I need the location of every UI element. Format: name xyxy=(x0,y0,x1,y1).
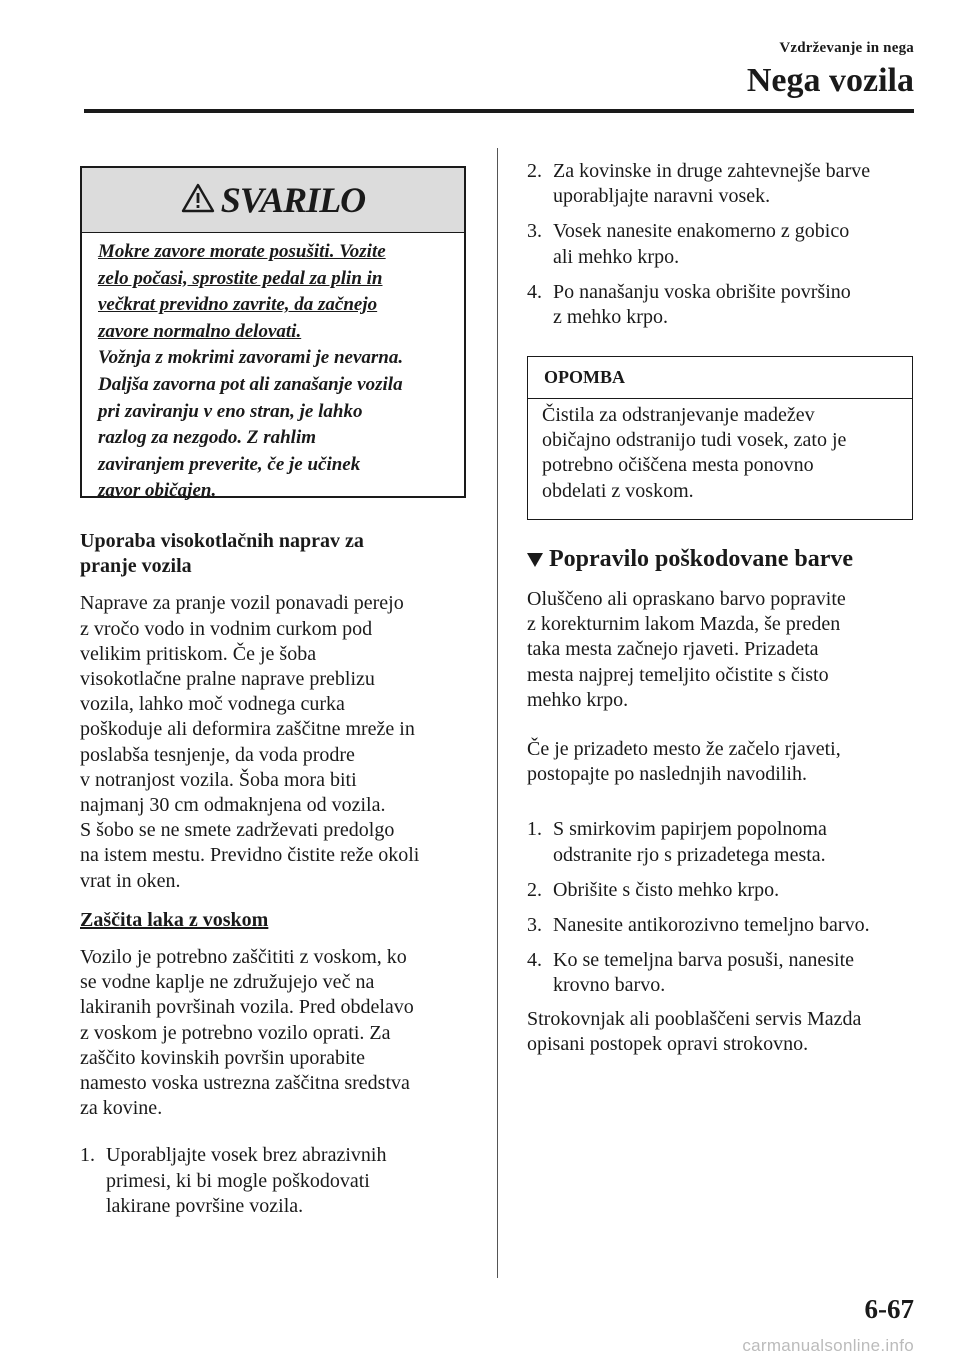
text-line: obdelati z voskom. xyxy=(542,479,694,502)
list-item xyxy=(527,817,917,867)
text-line: Po nanašanju voska obrišite površino xyxy=(553,280,851,303)
heading-wax-protection: Zaščita laka z voskom xyxy=(80,908,269,931)
note-text xyxy=(528,399,912,504)
text-line: Za kovinske in druge zahtevnejše barve xyxy=(553,160,871,182)
warning-line: Mokre zavore morate posušiti. Vozite xyxy=(98,241,386,262)
list-number: 1. xyxy=(527,818,542,841)
list-item xyxy=(80,1143,472,1219)
warning-box xyxy=(80,166,466,502)
text-line: krovno barvo. xyxy=(553,974,666,997)
text-line: primesi, ki bi mogle poškodovati xyxy=(106,1169,370,1192)
text-line: odstranite rjo s prizadetega mesta. xyxy=(553,843,826,866)
text-line: Vosek nanesite enakomerno z gobico xyxy=(553,220,850,243)
text-line: Uporabljajte vosek brez abrazivnih xyxy=(106,1144,387,1167)
warning-line: zavore normalno delovati. xyxy=(98,320,302,342)
warning-line: razlog za nezgodo. Z rahlim xyxy=(98,427,317,449)
text-line: Čistila za odstranjevanje madežev xyxy=(542,404,815,426)
text-line: vozila, lahko moč vodnega curka xyxy=(80,693,345,716)
list-number: 4. xyxy=(527,949,542,972)
warning-triangle-icon xyxy=(181,183,215,218)
text-line: taka mesta začnejo rjaveti. Prizadeta xyxy=(527,638,819,661)
text-line: S šobo se ne smete zadrževati predolgo xyxy=(80,819,395,842)
text-line: opisani postopek opravi strokovno. xyxy=(527,1032,809,1055)
warning-line: Vožnja z mokrimi zavorami je nevarna. xyxy=(98,347,404,369)
wax-steps-list xyxy=(80,1143,472,1219)
text-line: v notranjost vozila. Šoba mora biti xyxy=(80,768,357,791)
left-column xyxy=(80,529,472,1229)
list-number: 2. xyxy=(527,878,542,901)
text-line: najmanj 30 cm odmaknjena od vozila. xyxy=(80,794,386,817)
text-line: Strokovnjak ali pooblaščeni servis Mazda xyxy=(527,1007,862,1030)
warning-header xyxy=(82,168,464,233)
column-divider xyxy=(497,148,498,1278)
text-line: za kovine. xyxy=(80,1097,163,1120)
text-line: Naprave za pranje vozil ponavadi perejo xyxy=(80,592,404,615)
text-line: vrat in oken. xyxy=(80,869,181,892)
list-item xyxy=(527,913,917,938)
text-line: zaščito kovinskih površin uporabite xyxy=(80,1046,365,1069)
heading-high-pressure xyxy=(80,529,472,579)
list-number: 2. xyxy=(527,160,542,182)
text-line: z voskom je potrebno vozilo oprati. Za xyxy=(80,1021,391,1044)
wax-steps-list-continued xyxy=(527,159,917,330)
text-line: z korekturnim lakom Mazda, še preden xyxy=(527,613,841,636)
text-line: uporabljajte naravni vosek. xyxy=(553,185,771,208)
right-column-top xyxy=(527,159,917,340)
paragraph-paint-repair xyxy=(527,587,917,713)
warning-line: zelo počasi, sprostite pedal za plin in xyxy=(98,267,383,289)
header-rule xyxy=(84,109,914,113)
text-line: potrebno očiščena mesta ponovno xyxy=(542,454,814,477)
text-line: visokotlačne pralne naprave preblizu xyxy=(80,668,375,691)
paragraph-service xyxy=(527,1007,917,1057)
list-item xyxy=(527,948,917,998)
warning-text xyxy=(82,233,464,505)
text-line: Nanesite antikorozivno temeljno barvo. xyxy=(553,914,870,937)
list-item xyxy=(527,219,917,269)
paragraph-high-pressure xyxy=(80,591,472,893)
triangle-marker-icon xyxy=(527,553,543,567)
text-line: Vozilo je potrebno zaščititi z voskom, ko xyxy=(80,946,407,969)
right-column-bottom xyxy=(527,546,917,1057)
warning-title: SVARILO xyxy=(220,180,366,220)
text-line: postopajte po naslednjih navodilih. xyxy=(527,763,807,786)
text-line: poškoduje ali deformira zaščitne mreže in xyxy=(80,718,415,741)
text-line: lakiranih površinah vozila. Pred obdelavo xyxy=(80,996,414,1019)
warning-line: pri zaviranju v eno stran, je lahko xyxy=(98,400,363,422)
text-line: lakirane površine vozila. xyxy=(106,1194,304,1217)
list-item xyxy=(527,280,917,330)
section-heading-text: Popravilo poškodovane barve xyxy=(549,546,854,572)
paragraph-rust xyxy=(527,737,917,787)
text-line: se vodne kaplje ne združujejo več na xyxy=(80,971,375,994)
text-line: na istem mestu. Previdno čistite reže okoli xyxy=(80,844,420,867)
text-line: ali mehko krpo. xyxy=(553,245,680,268)
page-number: 6-67 xyxy=(864,1294,914,1324)
list-number: 3. xyxy=(527,220,542,243)
list-number: 4. xyxy=(527,280,542,303)
text-line: Ko se temeljna barva posuši, nanesite xyxy=(553,949,855,972)
text-line: z mehko krpo. xyxy=(553,306,668,329)
text-line: Obrišite s čisto mehko krpo. xyxy=(553,878,780,901)
note-box xyxy=(527,356,913,520)
warning-line: zavor običajen. xyxy=(98,480,217,502)
note-title: OPOMBA xyxy=(528,357,912,399)
rust-steps-list xyxy=(527,817,917,998)
text-line: Če je prizadeto mesto že začelo rjaveti, xyxy=(527,738,841,761)
paragraph-wax xyxy=(80,945,472,1121)
section-label: Vzdrževanje in nega xyxy=(779,40,914,56)
list-item xyxy=(527,159,917,209)
warning-line: zaviranjem preverite, če je učinek xyxy=(98,453,361,475)
text-line: običajno odstranijo tudi vosek, zato je xyxy=(542,429,847,452)
list-number: 3. xyxy=(527,914,542,937)
text-line: poslabša tesnjenje, da voda prodre xyxy=(80,743,355,766)
text-line: mehko krpo. xyxy=(527,688,629,711)
text-line: mesta najprej temeljito očistite s čisto xyxy=(527,663,829,686)
text-line: velikim pritiskom. Če je šoba xyxy=(80,642,317,665)
list-number: 1. xyxy=(80,1144,95,1167)
text-line: namesto voska ustrezna zaščitna sredstva xyxy=(80,1072,410,1095)
section-heading-paint-repair xyxy=(527,546,917,573)
heading-line: Uporaba visokotlačnih naprav za xyxy=(80,530,364,552)
heading-line: pranje vozila xyxy=(80,555,192,578)
warning-line: večkrat previdno zavrite, da začnejo xyxy=(98,294,378,316)
watermark: carmanualsonline.info xyxy=(742,1336,914,1355)
text-line: z vročo vodo in vodnim curkom pod xyxy=(80,617,373,640)
text-line: S smirkovim papirjem popolnoma xyxy=(553,818,827,841)
page-title: Nega vozila xyxy=(746,62,914,99)
text-line: Oluščeno ali opraskano barvo popravite xyxy=(527,588,846,610)
warning-line: Daljša zavorna pot ali zanašanje vozila xyxy=(98,373,403,395)
list-item xyxy=(527,878,917,903)
